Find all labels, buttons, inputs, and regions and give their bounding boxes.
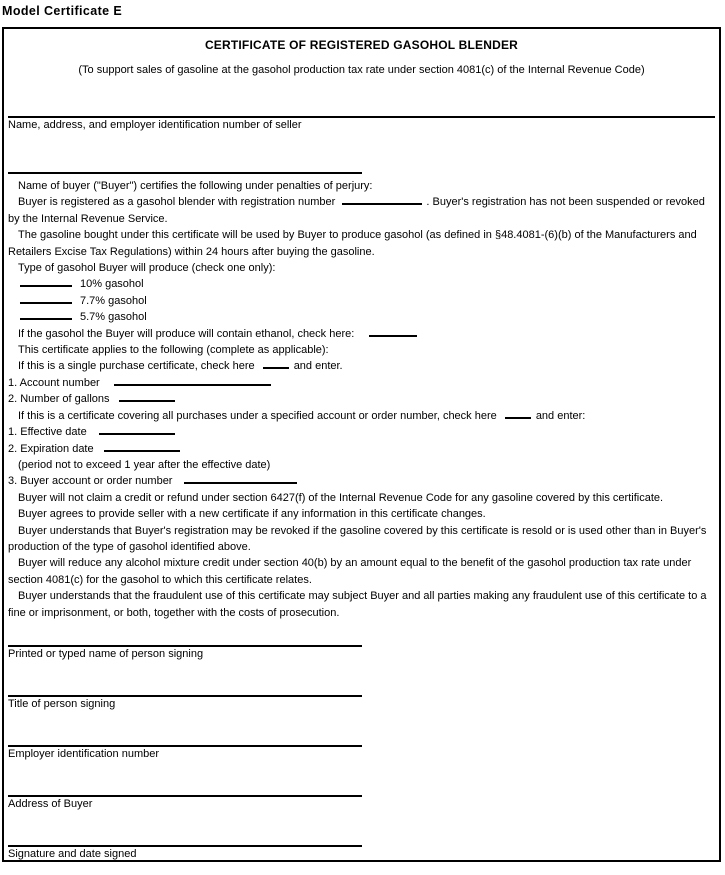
signature-block-signature xyxy=(8,845,715,861)
gasoline-use-statement: The gasoline bought under this certificate will be used by Buyer to produce gasohol (as defined in §48.4081-(6)(b) of the Manufacturers and Retailers Excise Tax Regulations) within 24 hours after buying the gasoline. xyxy=(8,229,697,258)
gasohol-option-7-7-label: 7.7% gasohol xyxy=(80,294,147,307)
check-fill-in-line-7-7 xyxy=(20,293,72,304)
gasohol-option-5-7-label: 5.7% gasohol xyxy=(80,311,147,324)
single-purchase-check-fill-in-line xyxy=(263,358,289,369)
single-purchase-pre: If this is a single purchase certificate, check here xyxy=(18,360,255,373)
ethanol-check-fill-in-line xyxy=(369,326,417,337)
registration-statement-pre: Buyer is registered as a gasohol blender with registration number xyxy=(18,196,336,209)
effective-date-label: 1. Effective date xyxy=(8,426,87,439)
covering-all-check-fill-in-line xyxy=(505,408,531,419)
buyer-name-fill-in-line xyxy=(8,172,362,174)
applies-statement: This certificate applies to the following (complete as applicable): xyxy=(18,344,329,357)
gasohol-option-7-7 xyxy=(8,293,715,309)
gasohol-option-10-label: 10% gasohol xyxy=(80,278,144,291)
gasohol-option-5-7 xyxy=(8,309,715,325)
seller-info-label: Name, address, and employer identification number of seller xyxy=(8,119,302,131)
signature-block-address xyxy=(8,795,715,811)
perjury-statement: Name of buyer ("Buyer") certifies the following under penalties of perjury: xyxy=(18,180,373,192)
signature-block-ein xyxy=(8,745,715,761)
gallons-fill-in-line xyxy=(119,391,175,402)
single-purchase-statement xyxy=(8,358,715,374)
effective-date-fill-in-line xyxy=(99,424,175,435)
gallons-item xyxy=(8,391,715,407)
ein-label: Employer identification number xyxy=(8,747,160,760)
check-fill-in-line-10 xyxy=(20,276,72,287)
gasohol-option-10 xyxy=(8,276,715,292)
document-label: Model Certificate E xyxy=(2,4,123,18)
statement-revocation: Buyer understands that Buyer's registration may be revoked if the gasoline covered by this certificate is resold or is used other than in Buyer's production of the type of gasohol identified above. xyxy=(8,524,707,553)
buyer-account-label: 3. Buyer account or order number xyxy=(8,475,173,488)
gallons-label: 2. Number of gallons xyxy=(8,393,110,406)
buyer-account-item xyxy=(8,473,715,489)
ethanol-statement xyxy=(8,326,715,342)
certificate-title: CERTIFICATE OF REGISTERED GASOHOL BLENDER xyxy=(204,38,519,52)
signature-label: Signature and date signed xyxy=(8,847,137,860)
statement-new-certificate: Buyer agrees to provide seller with a new certificate if any information in this certificate changes. xyxy=(18,508,486,521)
certificate-body xyxy=(8,178,715,621)
expiration-date-fill-in-line xyxy=(104,441,180,452)
statement-no-credit: Buyer will not claim a credit or refund under section 6427(f) of the Internal Revenue Code for any gasoline covered by this certificate. xyxy=(18,491,664,504)
expiration-date-item xyxy=(8,441,715,457)
effective-date-item xyxy=(8,424,715,440)
printed-name-label: Printed or typed name of person signing xyxy=(8,647,204,660)
signature-block-title xyxy=(8,695,715,711)
account-number-fill-in-line xyxy=(114,375,271,386)
statement-mixture-credit: Buyer will reduce any alcohol mixture credit under section 40(b) by an amount equal to the benefit of the gasohol production tax rate under section 4081(c) for the gasohol to which this certificate relates. xyxy=(8,557,692,586)
covering-all-statement xyxy=(8,408,715,424)
covering-all-post: and enter: xyxy=(535,409,586,422)
registration-number-fill-in-line xyxy=(342,194,422,205)
single-purchase-post: and enter. xyxy=(293,360,343,373)
registration-statement xyxy=(8,194,715,227)
gasohol-type-heading: Type of gasohol Buyer will produce (check one only): xyxy=(18,262,276,275)
check-fill-in-line-5-7 xyxy=(20,309,72,320)
signature-block-printed-name xyxy=(8,645,715,661)
account-number-item xyxy=(8,375,715,391)
title-label: Title of person signing xyxy=(8,697,116,710)
certificate-subtitle: (To support sales of gasoline at the gasohol production tax rate under section 4081(c) of the Internal Revenue Code) xyxy=(78,64,645,76)
buyer-account-fill-in-line xyxy=(184,473,297,484)
expiration-date-label: 2. Expiration date xyxy=(8,442,94,455)
statement-fraudulent-use: Buyer understands that the fraudulent use of this certificate may subject Buyer and all parties making any fraudulent use of this certificate to a fine or imprisonment, or both, together with the costs of prosecution. xyxy=(8,590,707,619)
address-label: Address of Buyer xyxy=(8,797,93,810)
registration-statement-post: . Buyer's registration has not been suspended or revoked by the Internal Revenue Service. xyxy=(8,196,705,225)
certificate-box xyxy=(2,27,721,862)
covering-all-pre: If this is a certificate covering all purchases under a specified account or order number, check here xyxy=(18,409,497,422)
expiration-note: (period not to exceed 1 year after the effective date) xyxy=(18,458,271,471)
account-number-label: 1. Account number xyxy=(8,376,100,389)
ethanol-statement-text: If the gasohol the Buyer will produce will contain ethanol, check here: xyxy=(18,327,355,340)
